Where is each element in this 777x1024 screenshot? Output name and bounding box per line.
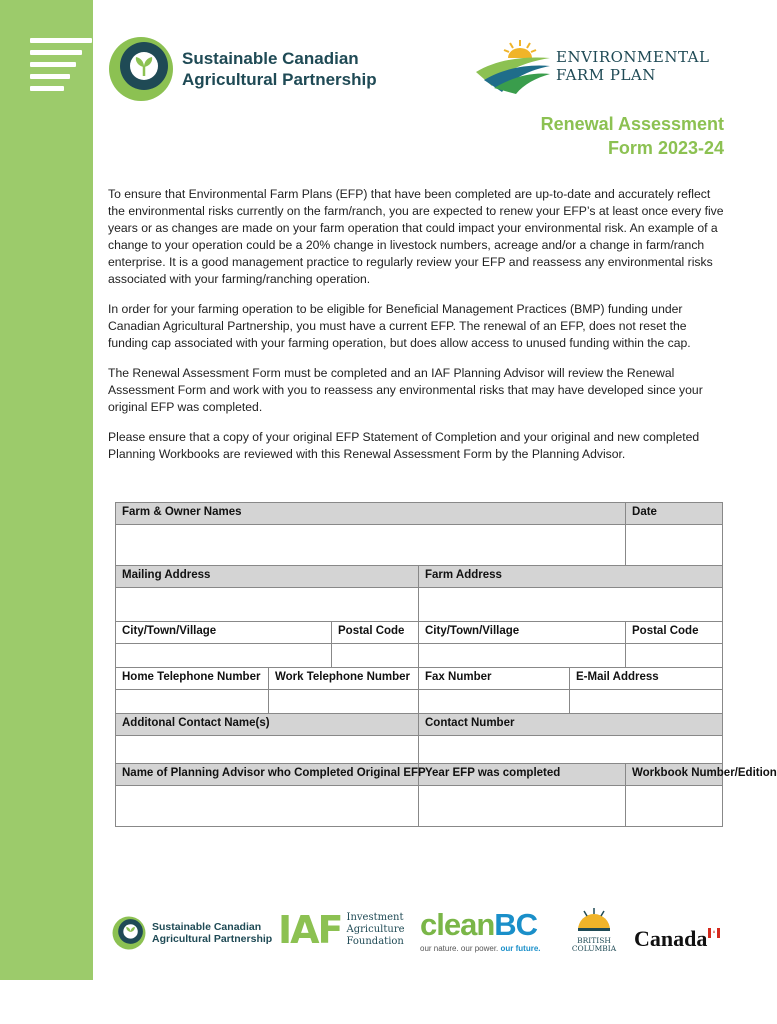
mailing-city-field[interactable]: [116, 644, 332, 668]
farm-address-label: Farm Address: [419, 566, 723, 588]
farm-owner-names-label: Farm & Owner Names: [116, 503, 626, 525]
intro-paragraph-1: To ensure that Environmental Farm Plans (EFP) that have been completed are up-to-date and accurately reflect the environmental risks currently on the farm/ranch, you are expected to renew your EFP’s at least once every five years or as changes are made on your farm operation that could impact your environmental risk. An example of a change to your operation could be a 20% change in livestock numbers, acreage and/or a change in farm/ranch enterprise. It is a good management practice to regularly review your EFP and reassess any environmental risks associated with your farming/ranching operation.: [108, 187, 724, 286]
scap-logo: [108, 36, 377, 102]
email-address-field[interactable]: [570, 690, 723, 714]
footer-scap-leaf-icon: [112, 916, 146, 950]
efp-logo-line2: FARM PLAN: [556, 66, 656, 84]
work-telephone-field[interactable]: [269, 690, 419, 714]
mailing-address-field[interactable]: [116, 588, 419, 622]
cleanbc-mark-clean: clean: [420, 907, 495, 942]
form-title-line2: Form 2023-24: [607, 138, 724, 158]
left-green-bar: [0, 0, 93, 980]
bc-sun-icon: [574, 906, 614, 932]
home-telephone-label: Home Telephone Number: [116, 668, 269, 690]
scap-logo-line1: Sustainable Canadian: [182, 49, 359, 68]
farm-postal-code-label: Postal Code: [626, 622, 723, 644]
footer-scap-line2: Agricultural Partnership: [152, 933, 273, 945]
fax-number-field[interactable]: [419, 690, 570, 714]
farm-city-field[interactable]: [419, 644, 626, 668]
work-telephone-label: Work Telephone Number: [269, 668, 419, 690]
efp-sun-field-icon: [474, 38, 552, 94]
efp-logo-line1: ENVIRONMENTAL: [556, 48, 710, 66]
footer-scap-logo: [112, 916, 272, 950]
bar-stripes: [30, 38, 92, 98]
date-field[interactable]: [626, 525, 723, 566]
cleanbc-tagline-highlight: our future.: [500, 944, 541, 953]
farm-city-label: City/Town/Village: [419, 622, 626, 644]
intro-paragraph-3: The Renewal Assessment Form must be completed and an IAF Planning Advisor will review the Renewal Assessment Form and work with you to reassess any environmental risks that may have developed since your original EFP was completed.: [108, 366, 703, 414]
canada-text: Canada: [634, 926, 708, 951]
form-title-line1: Renewal Assessment: [540, 114, 724, 134]
renewal-form-table: [115, 502, 777, 827]
additional-contact-field[interactable]: [116, 736, 419, 764]
planning-advisor-field[interactable]: [116, 786, 419, 827]
iaf-mark: IAF: [278, 908, 342, 952]
efp-logo: [474, 38, 709, 94]
mailing-postal-code-field[interactable]: [332, 644, 419, 668]
farm-owner-names-field[interactable]: [116, 525, 626, 566]
bc-line1: BRITISH: [577, 936, 611, 945]
year-efp-label: Year EFP was completed: [419, 764, 626, 786]
iaf-line1: Investment: [346, 912, 404, 923]
fax-number-label: Fax Number: [419, 668, 570, 690]
canada-wordmark: [634, 926, 720, 952]
mailing-address-label: Mailing Address: [116, 566, 419, 588]
cleanbc-logo: [420, 908, 541, 953]
additional-contact-label: Additonal Contact Name(s): [116, 714, 419, 736]
year-efp-field[interactable]: [419, 786, 626, 827]
scap-leaf-icon: [108, 36, 174, 102]
scap-logo-line2: Agricultural Partnership: [182, 70, 377, 89]
form-title: [541, 112, 724, 160]
date-label: Date: [626, 503, 723, 525]
farm-postal-code-field[interactable]: [626, 644, 723, 668]
workbook-number-field[interactable]: [626, 786, 723, 827]
iaf-line2: Agriculture: [346, 924, 405, 935]
contact-number-label: Contact Number: [419, 714, 723, 736]
cleanbc-mark-bc: BC: [494, 907, 538, 942]
bc-line2: COLUMBIA: [571, 944, 617, 953]
canada-flag-icon: [708, 928, 720, 938]
iaf-line3: Foundation: [346, 936, 404, 947]
iaf-logo: [278, 910, 405, 950]
intro-paragraph-2: In order for your farming operation to be eligible for Beneficial Management Practices (BMP) funding under Canadian Agricultural Partnership, you must have a current EFP. The renewal of an EFP, does not reset the funding cap associated with your farming operation, but does allow access to unused funding within the cap.: [108, 302, 691, 350]
mailing-postal-code-label: Postal Code: [332, 622, 419, 644]
home-telephone-field[interactable]: [116, 690, 269, 714]
bc-logo: [571, 906, 617, 953]
footer-scap-line1: Sustainable Canadian: [152, 921, 262, 933]
mailing-city-label: City/Town/Village: [116, 622, 332, 644]
farm-address-field[interactable]: [419, 588, 723, 622]
intro-text: [108, 186, 726, 476]
footer-logos: [108, 904, 728, 964]
contact-number-field[interactable]: [419, 736, 723, 764]
workbook-number-label: Workbook Number/Edition: [626, 764, 723, 786]
cleanbc-tagline: our nature. our power.: [420, 944, 501, 953]
email-address-label: E-Mail Address: [570, 668, 723, 690]
planning-advisor-label: Name of Planning Advisor who Completed Original EFP: [116, 764, 419, 786]
intro-paragraph-4: Please ensure that a copy of your original EFP Statement of Completion and your original and new completed Planning Workbooks are reviewed with this Renewal Assessment Form by the Planning Advisor.: [108, 430, 700, 461]
